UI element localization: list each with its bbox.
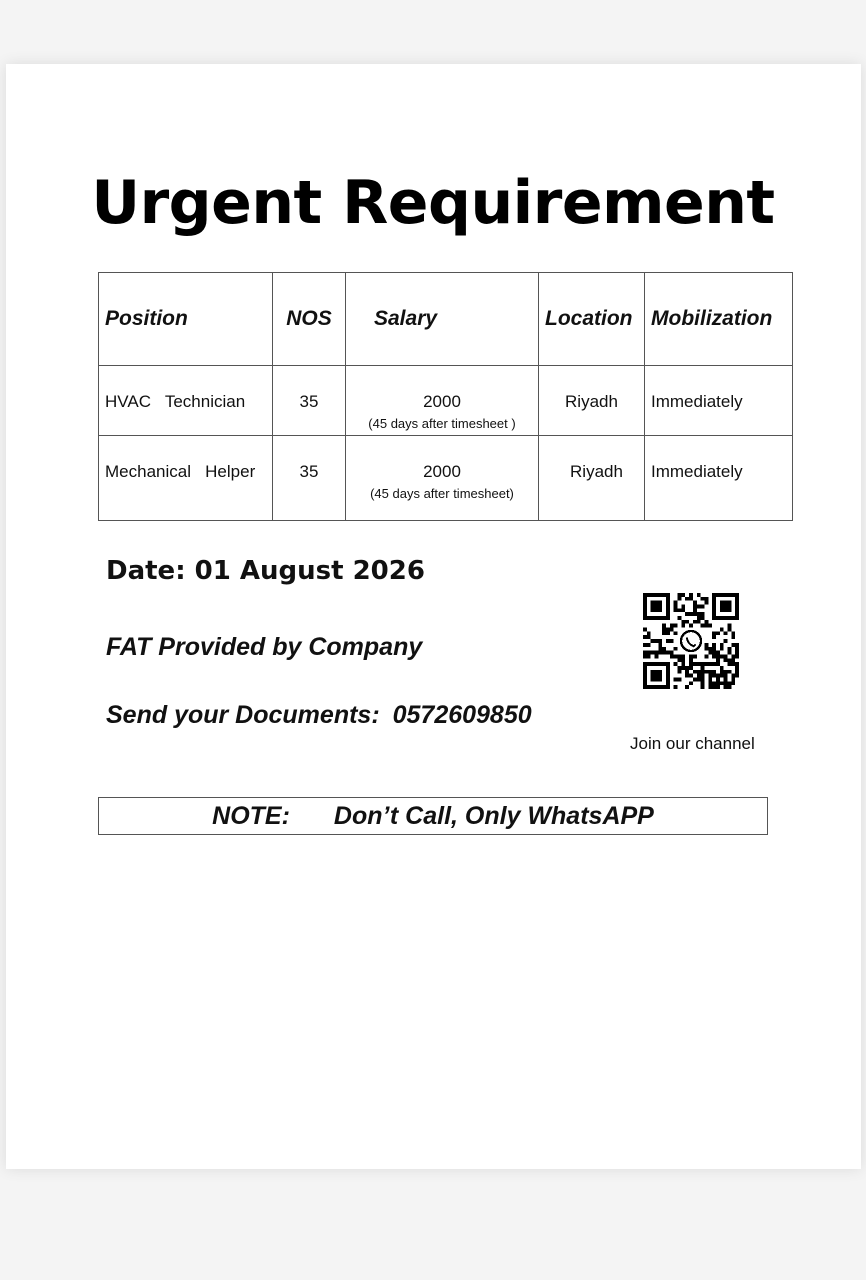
- table-row: [99, 436, 793, 521]
- fat-line: FAT Provided by Company: [106, 633, 423, 661]
- cell-mobilization: Immediately: [645, 436, 793, 521]
- note-box: [98, 797, 768, 835]
- salary-note: (45 days after timesheet): [370, 486, 514, 501]
- cell-mobilization: Immediately: [645, 366, 793, 436]
- cell-nos: 35: [273, 366, 346, 436]
- salary-amount: 2000: [423, 462, 461, 481]
- header-location: Location: [539, 273, 645, 366]
- phone-number: 0572609850: [392, 701, 532, 729]
- send-documents-line: [106, 701, 532, 730]
- cell-nos: 35: [273, 436, 346, 521]
- page-title: Urgent Requirement: [91, 168, 775, 238]
- cell-position: HVAC Technician: [99, 366, 273, 436]
- date-line: Date: 01 August 2026: [106, 556, 425, 586]
- header-mobilization: Mobilization: [645, 273, 793, 366]
- cell-salary: [346, 366, 539, 436]
- header-salary: Salary: [346, 273, 539, 366]
- header-position: Position: [99, 273, 273, 366]
- cell-location: Riyadh: [539, 366, 645, 436]
- cell-location: Riyadh: [539, 436, 645, 521]
- salary-amount: 2000: [423, 392, 461, 411]
- salary-note: (45 days after timesheet ): [368, 416, 516, 431]
- table-row: [99, 366, 793, 436]
- cell-position: Mechanical Helper: [99, 436, 273, 521]
- cell-salary: [346, 436, 539, 521]
- header-nos: NOS: [273, 273, 346, 366]
- note-text: Don’t Call, Only WhatsAPP: [333, 802, 654, 830]
- send-label: Send your Documents:: [106, 701, 380, 729]
- note-label: NOTE:: [212, 802, 290, 830]
- requirements-table: [98, 272, 793, 521]
- table-header-row: [99, 273, 793, 366]
- qr-caption: Join our channel: [630, 734, 755, 753]
- whatsapp-qr-code-icon[interactable]: [643, 593, 739, 689]
